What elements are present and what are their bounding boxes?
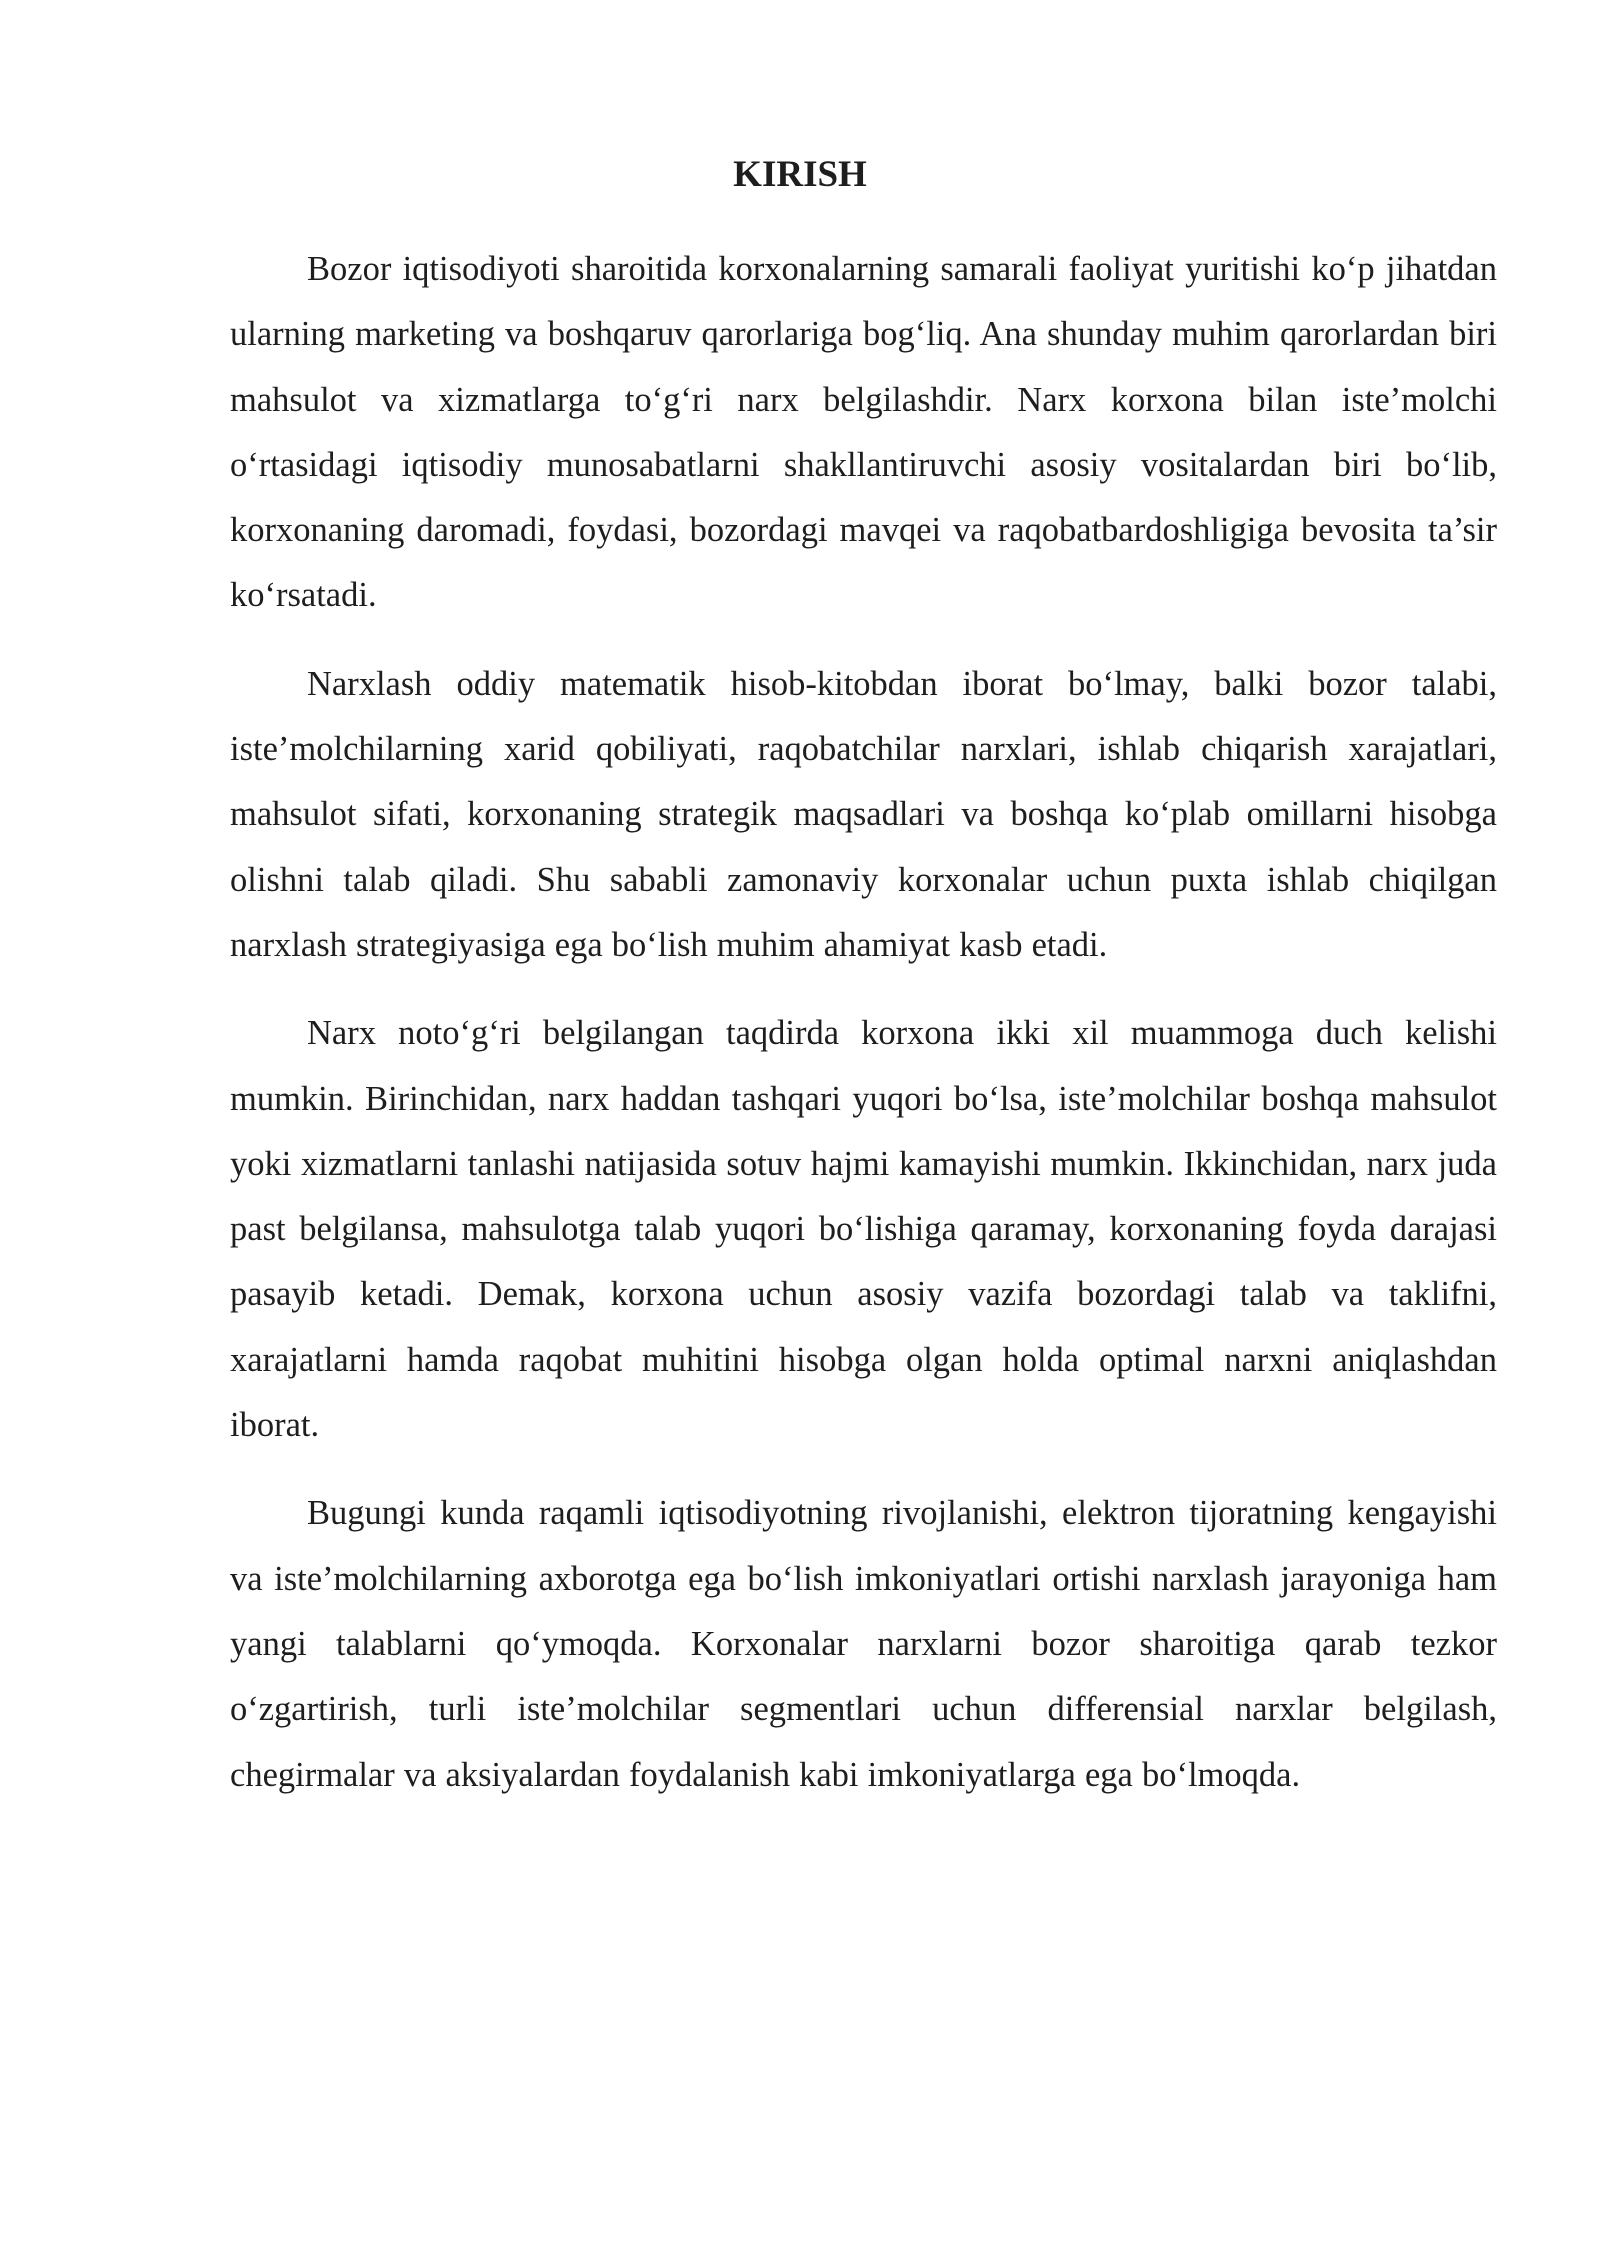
paragraph-2: Narxlash oddiy matematik hisob-kitobdan iborat bo‘lmay, balki bozor talabi, iste’molchilarning xarid qobiliyati, raqobatchilar narxlari, ishlab chiqarish xarajatlari, mahsulot sifati, korxonaning strategik maqsadlari va boshqa ko‘plab omillarni hisobga olishni talab qiladi. Shu sababli zamonaviy korxonalar uchun puxta ishlab chiqilgan narxlash strategiyasiga ega bo‘lish muhim ahamiyat kasb etadi. <box>230 664 1497 964</box>
paragraph-3: Narx noto‘g‘ri belgilangan taqdirda korxona ikki xil muammoga duch kelishi mumkin. Birinchidan, narx haddan tashqari yuqori bo‘lsa, iste’molchilar boshqa mahsulot yoki xizmatlarni tanlashi natijasida sotuv hajmi kamayishi mumkin. Ikkinchidan, narx juda past belgilansa, mahsulotga talab yuqori bo‘lishiga qaramay, korxonaning foyda darajasi pasayib ketadi. Demak, korxona uchun asosiy vazifa bozordagi talab va taklifni, xarajatlarni hamda raqobat muhitini hisobga olgan holda optimal narxni aniqlashdan iborat. <box>230 1014 1497 1445</box>
page-title: KIRISH <box>733 154 867 195</box>
document-body <box>230 237 1497 1831</box>
paragraph-4: Bugungi kunda raqamli iqtisodiyotning rivojlanishi, elektron tijoratning kengayishi va iste’molchilarning axborotga ega bo‘lish imkoniyatlari ortishi narxlash jarayoniga ham yangi talablarni qo‘ymoqda. Korxonalar narxlarni bozor sharoitiga qarab tezkor o‘zgartirish, turli iste’molchilar segmentlari uchun differensial narxlar belgilash, chegirmalar va aksiyalardan foydalanish kabi imkoniyatlarga ega bo‘lmoqda. <box>230 1494 1497 1794</box>
paragraph-1: Bozor iqtisodiyoti sharoitida korxonalarning samarali faoliyat yuritishi ko‘p jihatdan ularning marketing va boshqaruv qarorlariga bog‘liq. Ana shunday muhim qarorlardan biri mahsulot va xizmatlarga to‘g‘ri narx belgilashdir. Narx korxona bilan iste’molchi o‘rtasidagi iqtisodiy munosabatlarni shakllantiruvchi asosiy vositalardan biri bo‘lib, korxonaning daromadi, foydasi, bozordagi mavqei va raqobatbardoshligiga bevosita ta’sir ko‘rsatadi. <box>230 250 1497 615</box>
